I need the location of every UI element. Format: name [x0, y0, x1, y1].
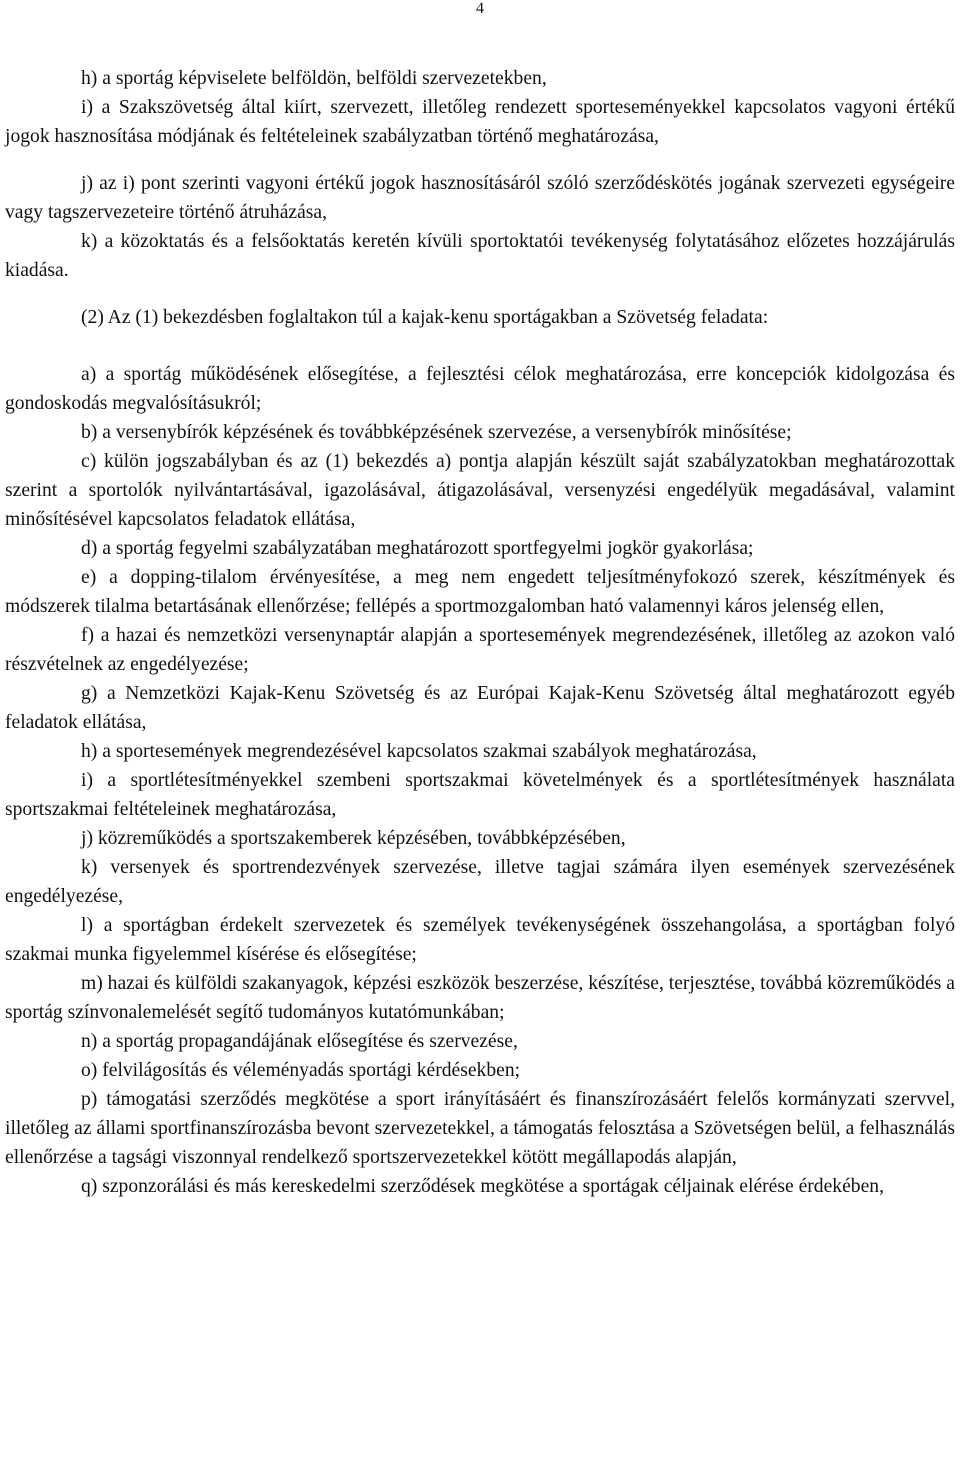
list-item-h2: h) a sportesemények megrendezésével kapcsolatos szakmai szabályok meghatározása, — [81, 741, 757, 762]
document-body — [5, 64, 955, 1201]
list-item-j: j) az i) pont szerinti vagyoni értékű jogok hasznosításáról szóló szerződéskötés jogának szervezeti egységeire vagy tagszervezeteire történő átruházása, — [5, 173, 955, 223]
section-2-intro: (2) Az (1) bekezdésben foglaltakon túl a kajak-kenu sportágakban a Szövetség feladata: — [81, 307, 769, 328]
list-item-p: p) támogatási szerződés megkötése a sport irányításáért és finanszírozásáért felelős kormányzati szervvel, illetőleg az állami sportfinanszírozásba bevont szervezetekkel, a támogatás felosztása a Szövetségen belül, a felhasználás ellenőrzése a tagsági viszonnyal rendelkező sportszervezetekkel kötött megállapodás alapján, — [5, 1089, 955, 1168]
page-number: 4 — [476, 0, 484, 17]
list-item-i2: i) a sportlétesítményekkel szembeni sportszakmai követelmények és a sportlétesítmények használata sportszakmai feltételeinek meghatározása, — [5, 770, 955, 820]
list-item-h: h) a sportág képviselete belföldön, belföldi szervezetekben, — [81, 68, 547, 89]
list-item-a: a) a sportág működésének elősegítése, a fejlesztési célok meghatározása, erre koncepciók kidolgozása és gondoskodás megvalósításukról; — [5, 364, 955, 414]
list-item-c: c) külön jogszabályban és az (1) bekezdés a) pontja alapján készült saját szabályzatokban meghatározottak szerint a sportolók nyilvántartásával, igazolásával, átigazolásával, versenyzési engedélyük megadásával, valamint minősítésével kapcsolatos feladatok ellátása, — [5, 451, 955, 530]
list-item-k2: k) versenyek és sportrendezvények szervezése, illetve tagjai számára ilyen események szervezésének engedélyezése, — [5, 857, 955, 907]
list-item-e: e) a dopping-tilalom érvényesítése, a meg nem engedett teljesítményfokozó szerek, készítmények és módszerek tilalma betartásának ellenőrzése; fellépés a sportmozgalomban ható valamennyi káros jelenség ellen, — [5, 567, 955, 617]
page-header — [0, 0, 960, 18]
list-item-g: g) a Nemzetközi Kajak-Kenu Szövetség és az Európai Kajak-Kenu Szövetség által meghatározott egyéb feladatok ellátása, — [5, 683, 955, 733]
list-item-j2: j) közreműködés a sportszakemberek képzésében, továbbképzésében, — [81, 828, 626, 849]
list-item-o: o) felvilágosítás és véleményadás sportági kérdésekben; — [81, 1060, 521, 1081]
list-item-i: i) a Szakszövetség által kiírt, szervezett, illetőleg rendezett sporteseményekkel kapcsolatos vagyoni értékű jogok hasznosítása módjának és feltételeinek szabályzatban történő meghatározása, — [5, 97, 955, 147]
list-item-q: q) szponzorálási és más kereskedelmi szerződések megkötése a sportágak céljainak elérése érdekében, — [81, 1176, 884, 1197]
list-item-l: l) a sportágban érdekelt szervezetek és személyek tevékenységének összehangolása, a sportágban folyó szakmai munka figyelemmel kísérése és elősegítése; — [5, 915, 955, 965]
list-item-m: m) hazai és külföldi szakanyagok, képzési eszközök beszerzése, készítése, terjesztése, továbbá közreműködés a sportág színvonalemelését segítő tudományos kutatómunkában; — [5, 973, 955, 1023]
list-item-k: k) a közoktatás és a felsőoktatás keretén kívüli sportoktatói tevékenység folytatásához előzetes hozzájárulás kiadása. — [5, 231, 955, 281]
list-item-b: b) a versenybírók képzésének és továbbképzésének szervezése, a versenybírók minősítése; — [81, 422, 792, 443]
list-item-n: n) a sportág propagandájának elősegítése és szervezése, — [81, 1031, 518, 1052]
list-item-f: f) a hazai és nemzetközi versenynaptár alapján a sportesemények megrendezésének, illetőleg az azokon való részvételnek az engedélyezése; — [5, 625, 955, 675]
list-item-d: d) a sportág fegyelmi szabályzatában meghatározott sportfegyelmi jogkör gyakorlása; — [81, 538, 754, 559]
